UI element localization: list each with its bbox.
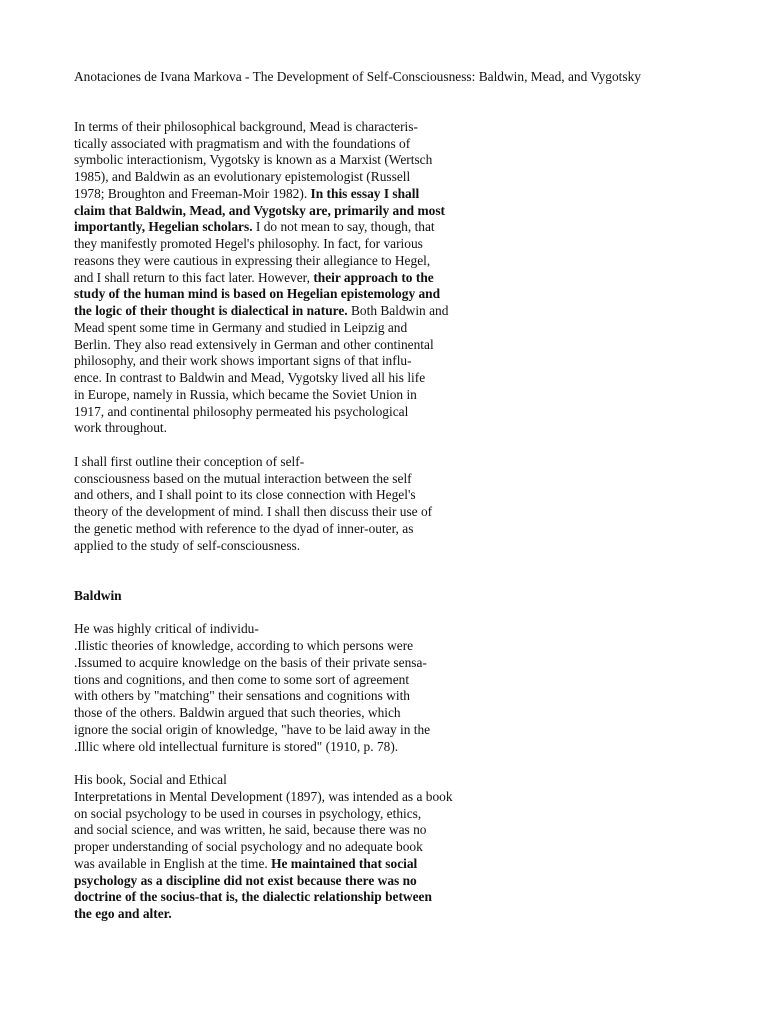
text-run: proper understanding of social psychology and no adequate book (74, 839, 423, 854)
bold-text-run: the logic of their thought is dialectical in nature. (74, 303, 348, 318)
text-line (74, 236, 694, 253)
text-line (74, 152, 694, 169)
text-run: tically associated with pragmatism and with the foundations of (74, 135, 411, 151)
paragraph-outline (74, 454, 694, 555)
text-line (74, 822, 694, 839)
text-run: Berlin. They also read extensively in German and other continental (74, 336, 434, 352)
text-line (74, 471, 694, 488)
text-run: the genetic method with reference to the dyad of inner-outer, as (74, 520, 414, 536)
text-line (74, 370, 694, 387)
text-run: Mead spent some time in Germany and studied in Leipzig and (74, 319, 408, 335)
text-line (74, 404, 694, 421)
text-run: theory of the development of mind. I shall then discuss their use of (74, 504, 433, 519)
section-heading-baldwin: Baldwin (74, 587, 122, 603)
bold-text-run: He maintained that social (271, 855, 418, 871)
text-line (74, 621, 694, 638)
text-line (74, 203, 694, 220)
text-run: .Ilistic theories of knowledge, according to which persons were (74, 638, 414, 653)
text-run: ence. In contrast to Baldwin and Mead, Vygotsky lived all his life (74, 370, 426, 385)
text-line (74, 705, 694, 722)
document-page (74, 69, 694, 923)
text-line (74, 655, 694, 672)
text-line (74, 119, 694, 136)
bold-text-run: importantly, Hegelian scholars. (74, 219, 253, 235)
text-run: .Issumed to acquire knowledge on the basis of their private sensa- (74, 654, 427, 670)
text-run: they manifestly promoted Hegel's philosophy. In fact, for various (74, 236, 423, 251)
text-run: 1978; Broughton and Freeman-Moir 1982). (74, 185, 311, 201)
text-line (74, 672, 694, 689)
paragraph-philosophical-background (74, 119, 694, 437)
text-line (74, 688, 694, 705)
text-run: I do not mean to say, though, that (252, 219, 435, 235)
text-run: and I shall return to this fact later. However, (74, 269, 314, 285)
text-line (74, 169, 694, 186)
bold-text-run: their approach to the (313, 269, 434, 285)
text-run: .Illic where old intellectual furniture is stored" (1910, p. 78). (74, 738, 399, 754)
text-run: applied to the study of self-consciousness. (74, 537, 301, 553)
text-run: consciousness based on the mutual interaction between the self (74, 470, 412, 486)
text-line (74, 487, 694, 504)
text-run: in Europe, namely in Russia, which became the Soviet Union in (74, 386, 417, 402)
text-line (74, 538, 694, 555)
text-run: philosophy, and their work shows important signs of that influ- (74, 353, 412, 369)
text-line (74, 789, 694, 806)
text-run: In terms of their philosophical background, Mead is characteris- (74, 118, 418, 134)
document-title: Anotaciones de Ivana Markova - The Development of Self-Consciousness: Baldwin, Mead, and Vygotsky (74, 69, 642, 84)
text-line (74, 856, 694, 873)
text-line (74, 286, 694, 303)
text-line (74, 722, 694, 739)
text-run: Interpretations in Mental Development (1897), was intended as a book (74, 788, 453, 804)
text-run: Both Baldwin and (347, 303, 449, 318)
text-line (74, 136, 694, 153)
text-run: symbolic interactionism, Vygotsky is known as a Marxist (Wertsch (74, 152, 433, 168)
text-line (74, 521, 694, 538)
text-line (74, 253, 694, 270)
bold-text-run: study of the human mind is based on Hegelian epistemology and (74, 286, 441, 302)
text-line (74, 387, 694, 404)
bold-text-run: claim that Baldwin, Mead, and Vygotsky are, primarily and most (74, 202, 446, 218)
bold-text-run: the ego and alter. (74, 906, 172, 921)
paragraph-baldwin-critique (74, 621, 694, 755)
text-line (74, 873, 694, 890)
text-line (74, 420, 694, 437)
text-line (74, 454, 694, 471)
text-run: He was highly critical of individu- (74, 621, 259, 637)
bold-text-run: doctrine of the socius-that is, the dialectic relationship between (74, 889, 432, 905)
text-line (74, 303, 694, 320)
text-line (74, 186, 694, 203)
text-run: was available in English at the time. (74, 855, 272, 871)
text-line (74, 772, 694, 789)
text-line (74, 270, 694, 287)
text-run: I shall first outline their conception of self- (74, 453, 305, 469)
text-run: His book, Social and Ethical (74, 772, 227, 787)
text-run: those of the others. Baldwin argued that such theories, which (74, 705, 401, 720)
text-line (74, 638, 694, 655)
text-line (74, 219, 694, 236)
text-run: tions and cognitions, and then come to some sort of agreement (74, 671, 410, 687)
bold-text-run: psychology as a discipline did not exist because there was no (74, 872, 417, 888)
text-run: 1917, and continental philosophy permeated his psychological (74, 403, 409, 419)
text-line (74, 320, 694, 337)
bold-text-run: In this essay I shall (310, 185, 420, 201)
text-line (74, 337, 694, 354)
text-run: and others, and I shall point to its close connection with Hegel's (74, 487, 416, 503)
paragraph-baldwin-book (74, 772, 694, 923)
text-line (74, 806, 694, 823)
text-line (74, 353, 694, 370)
text-run: work throughout. (74, 420, 167, 436)
text-line (74, 739, 694, 756)
text-run: on social psychology to be used in courses in psychology, ethics, (74, 805, 422, 821)
text-line (74, 906, 694, 923)
text-run: with others by "matching" their sensations and cognitions with (74, 688, 410, 704)
text-line (74, 839, 694, 856)
text-run: 1985), and Baldwin as an evolutionary epistemologist (Russell (74, 169, 411, 184)
text-run: ignore the social origin of knowledge, "have to be laid away in the (74, 721, 431, 737)
text-line (74, 504, 694, 521)
text-run: reasons they were cautious in expressing their allegiance to Hegel, (74, 252, 431, 268)
text-line (74, 889, 694, 906)
text-run: and social science, and was written, he said, because there was no (74, 822, 427, 838)
